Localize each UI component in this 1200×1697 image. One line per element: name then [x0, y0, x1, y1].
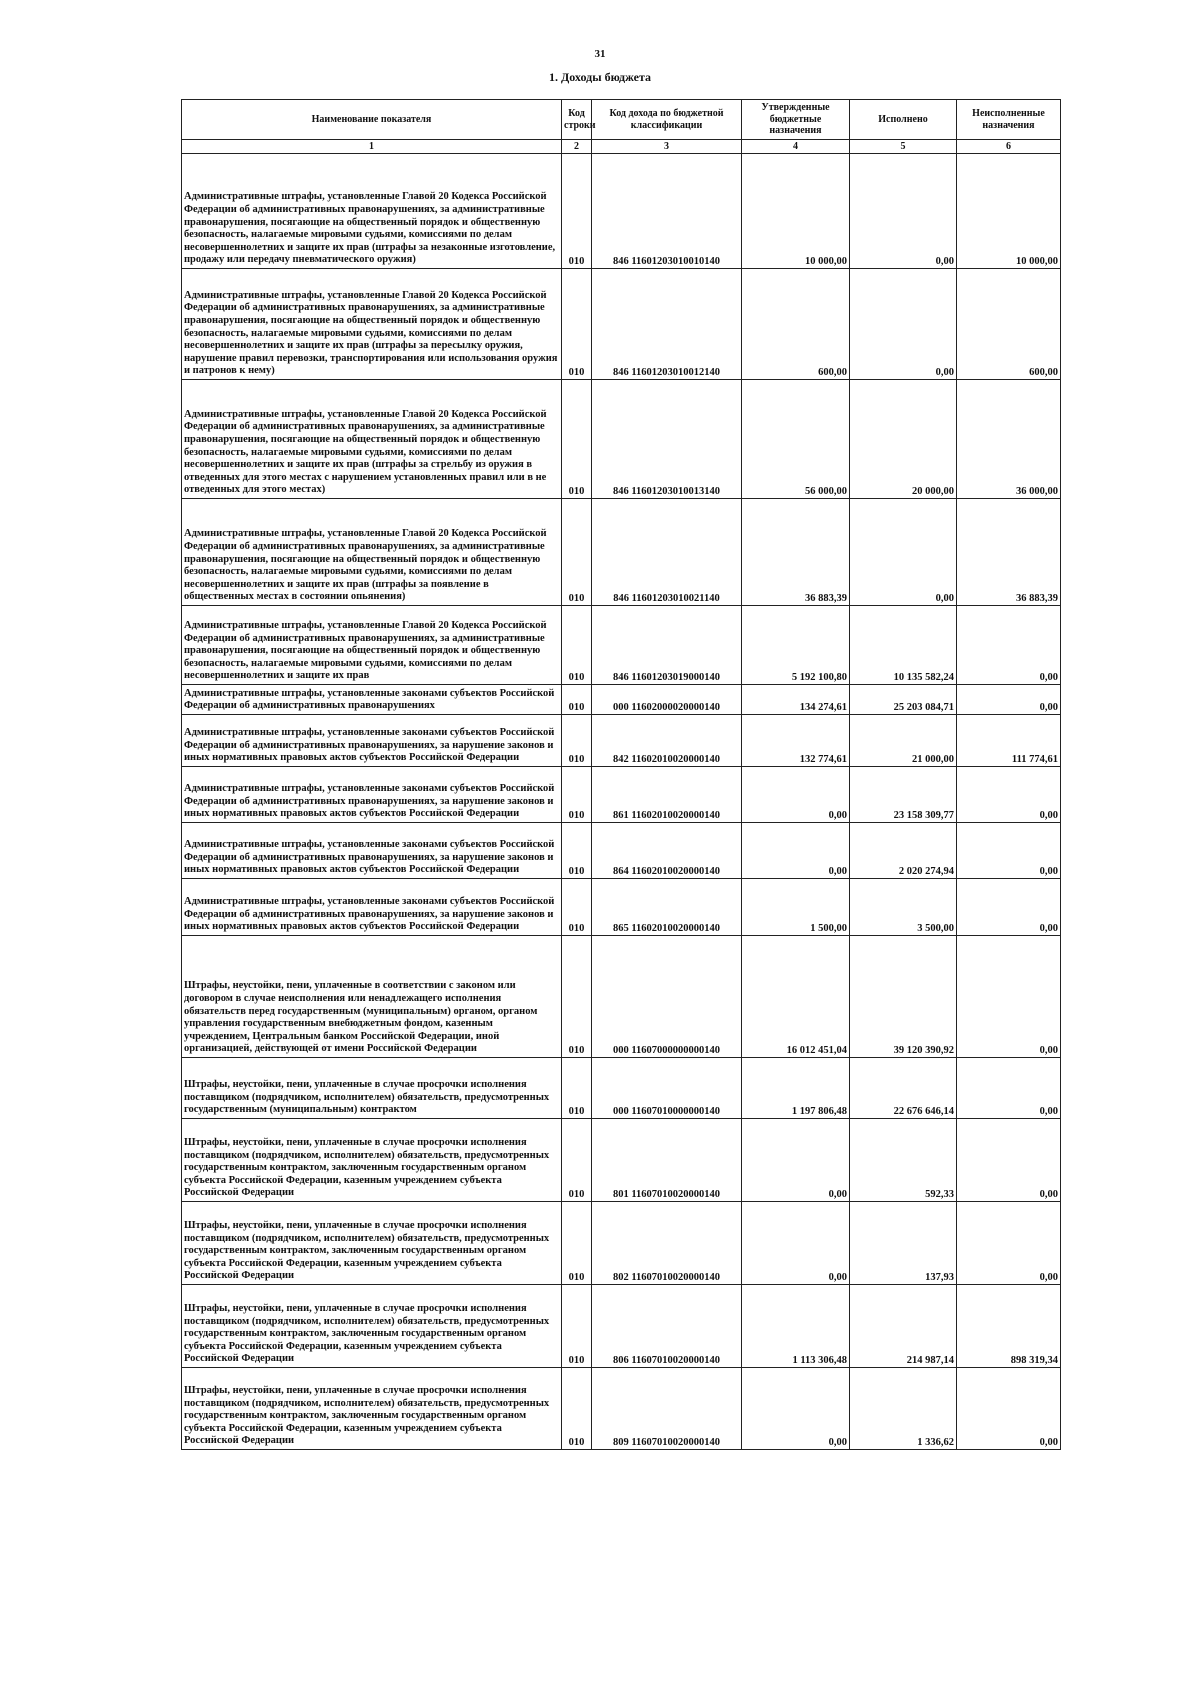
row-line-code: 010 — [562, 380, 592, 499]
row-line-code: 010 — [562, 1285, 592, 1368]
row-approved: 600,00 — [742, 269, 850, 380]
row-approved: 1 197 806,48 — [742, 1058, 850, 1119]
row-line-code: 010 — [562, 1368, 592, 1450]
row-name: Административные штрафы, установленные законами субъектов Российской Федерации об административных правонарушениях, за нарушение законов и иных нормативных правовых актов субъектов Российской Федерации — [182, 715, 562, 767]
row-unexecuted: 36 000,00 — [957, 380, 1061, 499]
row-unexecuted: 0,00 — [957, 1058, 1061, 1119]
row-name: Штрафы, неустойки, пени, уплаченные в соответствии с законом или договором в случае неисполнения или ненадлежащего исполнения обязательств перед государственным (муниципальным) органом, органом управления государственным внебюджетным фондом, казенным учреждением, Центральным банком Российской Федерации, иной организацией, действующей от имени Российской Федерации — [182, 936, 562, 1058]
column-number: 3 — [592, 140, 742, 154]
row-line-code: 010 — [562, 685, 592, 715]
row-executed: 25 203 084,71 — [850, 685, 957, 715]
row-approved: 10 000,00 — [742, 154, 850, 269]
row-unexecuted: 0,00 — [957, 879, 1061, 936]
table-row — [182, 154, 1061, 269]
row-unexecuted: 0,00 — [957, 1119, 1061, 1202]
row-approved: 0,00 — [742, 1119, 850, 1202]
row-approved: 1 500,00 — [742, 879, 850, 936]
table-row — [182, 715, 1061, 767]
row-executed: 3 500,00 — [850, 879, 957, 936]
row-kbk: 861 11602010020000140 — [592, 767, 742, 823]
row-line-code: 010 — [562, 879, 592, 936]
row-kbk: 809 11607010020000140 — [592, 1368, 742, 1450]
header-name: Наименование показателя — [182, 100, 562, 140]
row-unexecuted: 111 774,61 — [957, 715, 1061, 767]
row-executed: 1 336,62 — [850, 1368, 957, 1450]
revenue-table — [181, 99, 1061, 1450]
row-kbk: 865 11602010020000140 — [592, 879, 742, 936]
header-executed: Исполнено — [850, 100, 957, 140]
row-unexecuted: 0,00 — [957, 936, 1061, 1058]
table-row — [182, 499, 1061, 606]
row-unexecuted: 0,00 — [957, 1368, 1061, 1450]
row-line-code: 010 — [562, 1119, 592, 1202]
row-kbk: 842 11602010020000140 — [592, 715, 742, 767]
header-line-code: Код строки — [562, 100, 592, 140]
row-approved: 0,00 — [742, 1368, 850, 1450]
row-executed: 592,33 — [850, 1119, 957, 1202]
row-name: Штрафы, неустойки, пени, уплаченные в случае просрочки исполнения поставщиком (подрядчиком, исполнителем) обязательств, предусмотренных государственным контрактом, заключенным государственным органом субъекта Российской Федерации, казенным учреждением субъекта Российской Федерации — [182, 1119, 562, 1202]
row-name: Административные штрафы, установленные Главой 20 Кодекса Российской Федерации об административных правонарушениях, за административные правонарушения, посягающие на общественный порядок и общественную безопасность, налагаемые мировыми судьями, комиссиями по делам несовершеннолетних и защите их прав — [182, 606, 562, 685]
row-kbk: 806 11607010020000140 — [592, 1285, 742, 1368]
table-row — [182, 936, 1061, 1058]
row-kbk: 846 11601203010010140 — [592, 154, 742, 269]
row-unexecuted: 0,00 — [957, 685, 1061, 715]
row-line-code: 010 — [562, 269, 592, 380]
row-executed: 10 135 582,24 — [850, 606, 957, 685]
row-approved: 1 113 306,48 — [742, 1285, 850, 1368]
row-name: Административные штрафы, установленные Главой 20 Кодекса Российской Федерации об административных правонарушениях, за административные правонарушения, посягающие на общественный порядок и общественную безопасность, налагаемые мировыми судьями, комиссиями по делам несовершеннолетних и защите их прав (штрафы за появление в общественных местах в состоянии опьянения) — [182, 499, 562, 606]
row-approved: 134 274,61 — [742, 685, 850, 715]
row-line-code: 010 — [562, 499, 592, 606]
column-number: 2 — [562, 140, 592, 154]
row-executed: 23 158 309,77 — [850, 767, 957, 823]
row-unexecuted: 36 883,39 — [957, 499, 1061, 606]
column-number-row — [182, 140, 1061, 154]
row-name: Административные штрафы, установленные законами субъектов Российской Федерации об административных правонарушениях — [182, 685, 562, 715]
row-unexecuted: 0,00 — [957, 767, 1061, 823]
row-approved: 0,00 — [742, 823, 850, 879]
row-executed: 2 020 274,94 — [850, 823, 957, 879]
row-name: Административные штрафы, установленные законами субъектов Российской Федерации об административных правонарушениях, за нарушение законов и иных нормативных правовых актов субъектов Российской Федерации — [182, 823, 562, 879]
table-row — [182, 1119, 1061, 1202]
row-name: Штрафы, неустойки, пени, уплаченные в случае просрочки исполнения поставщиком (подрядчиком, исполнителем) обязательств, предусмотренных государственным контрактом, заключенным государственным органом субъекта Российской Федерации, казенным учреждением субъекта Российской Федерации — [182, 1368, 562, 1450]
row-name: Штрафы, неустойки, пени, уплаченные в случае просрочки исполнения поставщиком (подрядчиком, исполнителем) обязательств, предусмотренных государственным контрактом, заключенным государственным органом субъекта Российской Федерации, казенным учреждением субъекта Российской Федерации — [182, 1285, 562, 1368]
row-approved: 56 000,00 — [742, 380, 850, 499]
row-kbk: 846 11601203019000140 — [592, 606, 742, 685]
column-number: 4 — [742, 140, 850, 154]
row-kbk: 000 11607010000000140 — [592, 1058, 742, 1119]
row-approved: 36 883,39 — [742, 499, 850, 606]
row-unexecuted: 0,00 — [957, 606, 1061, 685]
row-name: Административные штрафы, установленные Главой 20 Кодекса Российской Федерации об административных правонарушениях, за административные правонарушения, посягающие на общественный порядок и общественную безопасность, налагаемые мировыми судьями, комиссиями по делам несовершеннолетних и защите их прав (штрафы за стрельбу из оружия в отведенных для этого местах с нарушением установленных правил или в не отведенных для этого местах) — [182, 380, 562, 499]
row-line-code: 010 — [562, 1202, 592, 1285]
row-unexecuted: 600,00 — [957, 269, 1061, 380]
row-kbk: 802 11607010020000140 — [592, 1202, 742, 1285]
row-executed: 0,00 — [850, 269, 957, 380]
row-kbk: 846 11601203010012140 — [592, 269, 742, 380]
row-unexecuted: 0,00 — [957, 1202, 1061, 1285]
row-approved: 16 012 451,04 — [742, 936, 850, 1058]
column-number: 6 — [957, 140, 1061, 154]
header-unexecuted: Неисполненные назначения — [957, 100, 1061, 140]
row-kbk: 801 11607010020000140 — [592, 1119, 742, 1202]
row-executed: 0,00 — [850, 499, 957, 606]
row-executed: 39 120 390,92 — [850, 936, 957, 1058]
table-row — [182, 1285, 1061, 1368]
row-unexecuted: 898 319,34 — [957, 1285, 1061, 1368]
row-approved: 132 774,61 — [742, 715, 850, 767]
row-kbk: 846 11601203010021140 — [592, 499, 742, 606]
row-executed: 214 987,14 — [850, 1285, 957, 1368]
row-executed: 22 676 646,14 — [850, 1058, 957, 1119]
table-row — [182, 823, 1061, 879]
page-number: 31 — [594, 48, 606, 60]
row-name: Штрафы, неустойки, пени, уплаченные в случае просрочки исполнения поставщиком (подрядчиком, исполнителем) обязательств, предусмотренных государственным контрактом, заключенным государственным органом субъекта Российской Федерации, казенным учреждением субъекта Российской Федерации — [182, 1202, 562, 1285]
row-approved: 0,00 — [742, 1202, 850, 1285]
row-name: Штрафы, неустойки, пени, уплаченные в случае просрочки исполнения поставщиком (подрядчиком, исполнителем) обязательств, предусмотренных государственным (муниципальным) контрактом — [182, 1058, 562, 1119]
row-name: Административные штрафы, установленные законами субъектов Российской Федерации об административных правонарушениях, за нарушение законов и иных нормативных правовых актов субъектов Российской Федерации — [182, 879, 562, 936]
table-row — [182, 1202, 1061, 1285]
row-kbk: 000 11607000000000140 — [592, 936, 742, 1058]
table-row — [182, 1368, 1061, 1450]
table-row — [182, 1058, 1061, 1119]
table-body — [182, 154, 1061, 1450]
row-line-code: 010 — [562, 767, 592, 823]
header-row — [182, 100, 1061, 140]
column-number: 5 — [850, 140, 957, 154]
table-row — [182, 685, 1061, 715]
table-row — [182, 767, 1061, 823]
row-kbk: 000 11602000020000140 — [592, 685, 742, 715]
column-number: 1 — [182, 140, 562, 154]
row-line-code: 010 — [562, 823, 592, 879]
row-name: Административные штрафы, установленные законами субъектов Российской Федерации об административных правонарушениях, за нарушение законов и иных нормативных правовых актов субъектов Российской Федерации — [182, 767, 562, 823]
row-name: Административные штрафы, установленные Главой 20 Кодекса Российской Федерации об административных правонарушениях, за административные правонарушения, посягающие на общественный порядок и общественную безопасность, налагаемые мировыми судьями, комиссиями по делам несовершеннолетних и защите их прав (штрафы за незаконные изготовление, продажу или передачу пневматического оружия) — [182, 154, 562, 269]
row-executed: 21 000,00 — [850, 715, 957, 767]
row-executed: 20 000,00 — [850, 380, 957, 499]
section-title: 1. Доходы бюджета — [548, 70, 652, 84]
header-approved: Утвержденные бюджетные назначения — [742, 100, 850, 140]
row-unexecuted: 0,00 — [957, 823, 1061, 879]
row-line-code: 010 — [562, 715, 592, 767]
row-line-code: 010 — [562, 606, 592, 685]
row-executed: 137,93 — [850, 1202, 957, 1285]
row-line-code: 010 — [562, 1058, 592, 1119]
row-kbk: 846 11601203010013140 — [592, 380, 742, 499]
table-row — [182, 879, 1061, 936]
row-kbk: 864 11602010020000140 — [592, 823, 742, 879]
row-approved: 5 192 100,80 — [742, 606, 850, 685]
table-row — [182, 269, 1061, 380]
row-executed: 0,00 — [850, 154, 957, 269]
row-name: Административные штрафы, установленные Главой 20 Кодекса Российской Федерации об административных правонарушениях, за административные правонарушения, посягающие на общественный порядок и общественную безопасность, налагаемые мировыми судьями, комиссиями по делам несовершеннолетних и защите их прав (штрафы за пересылку оружия, нарушение правил перевозки, транспортирования или использования оружия и патронов к нему) — [182, 269, 562, 380]
row-line-code: 010 — [562, 154, 592, 269]
row-line-code: 010 — [562, 936, 592, 1058]
table-row — [182, 606, 1061, 685]
header-kbk: Код дохода по бюджетной классификации — [592, 100, 742, 140]
row-approved: 0,00 — [742, 767, 850, 823]
row-unexecuted: 10 000,00 — [957, 154, 1061, 269]
table-row — [182, 380, 1061, 499]
